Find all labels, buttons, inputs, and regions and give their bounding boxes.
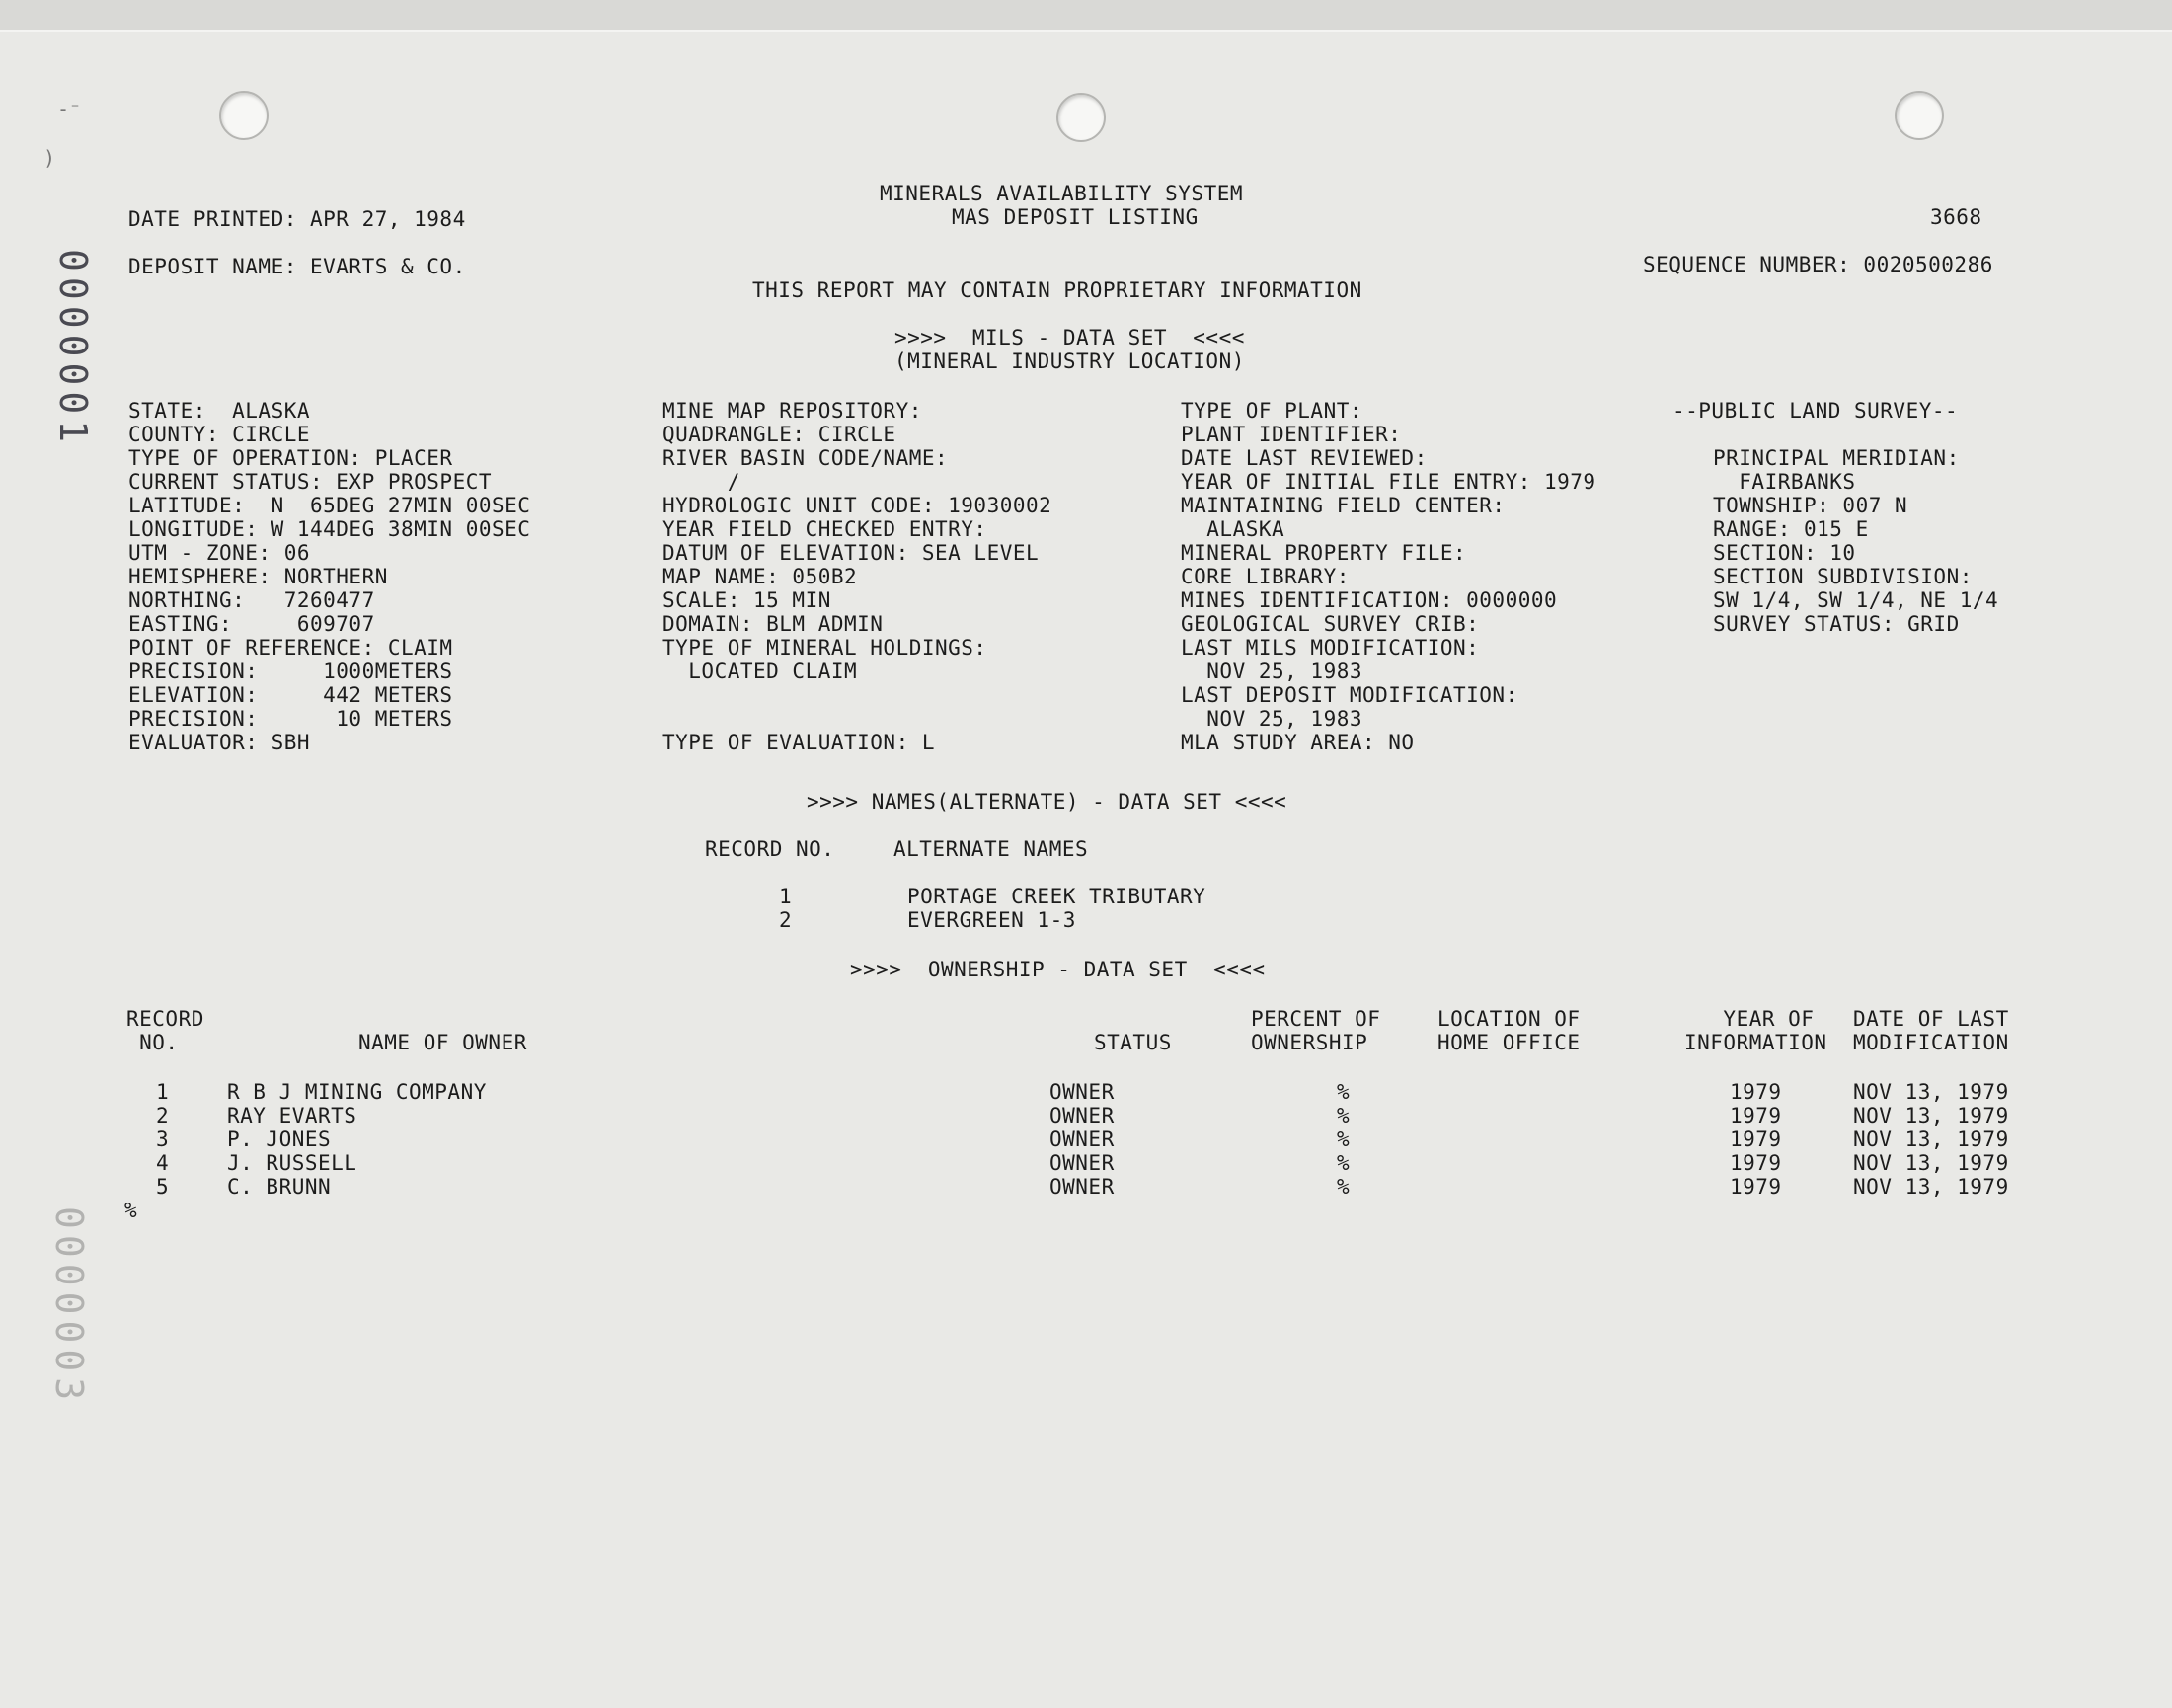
names-header-record: RECORD NO. — [705, 837, 835, 861]
owner-date: NOV 13, 1979 — [1853, 1080, 2009, 1104]
owner-date: NOV 13, 1979 — [1853, 1175, 2009, 1199]
field-line — [662, 683, 1156, 707]
field-line: CURRENT STATUS: EXP PROSPECT — [128, 470, 493, 494]
field-line: ALASKA — [1181, 517, 1285, 541]
field-line: PRECISION: 10 METERS — [128, 707, 453, 731]
owner-percent: % — [1337, 1151, 1351, 1175]
field-line: COUNTY: CIRCLE — [128, 423, 311, 446]
owner-name: C. BRUNN — [227, 1175, 332, 1199]
field-line: PLANT IDENTIFIER: — [1181, 423, 1402, 446]
side-stamp-bottom: 0000003 — [47, 1206, 91, 1407]
ownership-header-percent: PERCENT OF OWNERSHIP — [1251, 1007, 1381, 1054]
owner-percent: % — [1337, 1104, 1351, 1127]
owner-percent: % — [1337, 1127, 1351, 1151]
mils-subtitle: (MINERAL INDUSTRY LOCATION) — [894, 349, 1245, 373]
field-line: TYPE OF PLANT: — [1181, 399, 1363, 423]
field-line: PRECISION: 1000METERS — [128, 660, 453, 683]
owner-status: OWNER — [1049, 1080, 1115, 1104]
field-line: MLA STUDY AREA: NO — [1181, 731, 1415, 754]
field-line: DATUM OF ELEVATION: SEA LEVEL — [662, 541, 1040, 565]
field-line: YEAR OF INITIAL FILE ENTRY: 1979 — [1181, 470, 1596, 494]
public-land-survey-title: --PUBLIC LAND SURVEY-- — [1672, 399, 1959, 423]
owner-year: 1979 — [1730, 1175, 1782, 1199]
owner-year: 1979 — [1730, 1127, 1782, 1151]
field-line: GEOLOGICAL SURVEY CRIB: — [1181, 612, 1480, 636]
field-line: LONGITUDE: W 144DEG 38MIN 00SEC — [128, 517, 531, 541]
binder-hole-left — [219, 91, 269, 140]
field-line: TYPE OF MINERAL HOLDINGS: — [662, 636, 987, 660]
field-line: CORE LIBRARY: — [1181, 565, 1350, 588]
field-line: RIVER BASIN CODE/NAME: — [662, 446, 949, 470]
field-line: PRINCIPAL MERIDIAN: — [1713, 446, 1960, 470]
ownership-title: >>>> OWNERSHIP - DATA SET <<<< — [850, 958, 1266, 981]
owner-status: OWNER — [1049, 1175, 1115, 1199]
binder-hole-right — [1895, 91, 1944, 140]
owner-percent: % — [1337, 1080, 1351, 1104]
proprietary-notice: THIS REPORT MAY CONTAIN PROPRIETARY INFORMATION — [752, 278, 1362, 302]
ownership-header-location: LOCATION OF HOME OFFICE — [1437, 1007, 1581, 1054]
margin-mark-icon: ) — [43, 146, 56, 170]
field-line: SECTION SUBDIVISION: — [1713, 565, 1973, 588]
field-line: SCALE: 15 MIN — [662, 588, 831, 612]
ownership-header-name: NAME OF OWNER — [358, 1031, 527, 1054]
field-line: EASTING: 609707 — [128, 612, 375, 636]
field-line: UTM - ZONE: 06 — [128, 541, 311, 565]
names-header-alternate: ALTERNATE NAMES — [893, 837, 1089, 861]
owner-percent: % — [1337, 1175, 1351, 1199]
owner-year: 1979 — [1730, 1080, 1782, 1104]
binder-hole-center — [1056, 93, 1106, 142]
owner-status: OWNER — [1049, 1104, 1115, 1127]
owner-status: OWNER — [1049, 1151, 1115, 1175]
ownership-header-year: YEAR OF INFORMATION — [1684, 1007, 1827, 1054]
field-line: / — [662, 470, 740, 494]
owner-year: 1979 — [1730, 1104, 1782, 1127]
mils-column-4 — [1713, 446, 2088, 636]
date-printed: DATE PRINTED: APR 27, 1984 — [128, 207, 466, 231]
printout-sheet — [0, 30, 2172, 1708]
owner-date: NOV 13, 1979 — [1853, 1104, 2009, 1127]
side-stamp-top: 0000001 — [51, 249, 95, 449]
field-line: MINES IDENTIFICATION: 0000000 — [1181, 588, 1558, 612]
owner-name: J. RUSSELL — [227, 1151, 357, 1175]
field-line: NOV 25, 1983 — [1181, 660, 1363, 683]
field-line: NORTHING: 7260477 — [128, 588, 375, 612]
margin-mark-icon: -⁻ — [57, 97, 82, 120]
field-line: STATE: ALASKA — [128, 399, 311, 423]
names-row-1-name: PORTAGE CREEK TRIBUTARY — [907, 885, 1206, 908]
field-line: TOWNSHIP: 007 N — [1713, 494, 1908, 517]
owner-date: NOV 13, 1979 — [1853, 1127, 2009, 1151]
ownership-trailer: % — [124, 1199, 138, 1222]
owner-record-no: 1 — [156, 1080, 170, 1104]
names-row-2-no: 2 — [779, 908, 793, 932]
mils-title: >>>> MILS - DATA SET <<<< — [894, 326, 1245, 349]
field-line: SW 1/4, SW 1/4, NE 1/4 — [1713, 588, 1999, 612]
field-line: MINERAL PROPERTY FILE: — [1181, 541, 1467, 565]
field-line: RANGE: 015 E — [1713, 517, 1869, 541]
mils-column-3 — [1181, 399, 1694, 754]
field-line: YEAR FIELD CHECKED ENTRY: — [662, 517, 987, 541]
listing-title: MAS DEPOSIT LISTING — [952, 205, 1199, 229]
owner-year: 1979 — [1730, 1151, 1782, 1175]
system-title: MINERALS AVAILABILITY SYSTEM — [880, 182, 1244, 205]
owner-record-no: 3 — [156, 1127, 170, 1151]
field-line: TYPE OF EVALUATION: L — [662, 731, 936, 754]
field-line: DOMAIN: BLM ADMIN — [662, 612, 884, 636]
field-line: FAIRBANKS — [1713, 470, 1856, 494]
deposit-name: DEPOSIT NAME: EVARTS & CO. — [128, 255, 466, 278]
field-line: QUADRANGLE: CIRCLE — [662, 423, 896, 446]
owner-record-no: 2 — [156, 1104, 170, 1127]
mils-column-1 — [128, 399, 642, 754]
field-line: MINE MAP REPOSITORY: — [662, 399, 922, 423]
mils-column-2 — [662, 399, 1156, 754]
field-line: SURVEY STATUS: GRID — [1713, 612, 1960, 636]
field-line: SECTION: 10 — [1713, 541, 1856, 565]
field-line: TYPE OF OPERATION: PLACER — [128, 446, 453, 470]
field-line: MAINTAINING FIELD CENTER: — [1181, 494, 1506, 517]
field-line: MAP NAME: 050B2 — [662, 565, 858, 588]
page-number: 3668 — [1930, 205, 1982, 229]
field-line: NOV 25, 1983 — [1181, 707, 1363, 731]
field-line: ELEVATION: 442 METERS — [128, 683, 453, 707]
ownership-header-date: DATE OF LAST MODIFICATION — [1853, 1007, 2009, 1054]
field-line: LATITUDE: N 65DEG 27MIN 00SEC — [128, 494, 531, 517]
field-line: HEMISPHERE: NORTHERN — [128, 565, 388, 588]
field-line: DATE LAST REVIEWED: — [1181, 446, 1428, 470]
owner-record-no: 4 — [156, 1151, 170, 1175]
names-title: >>>> NAMES(ALTERNATE) - DATA SET <<<< — [807, 790, 1287, 814]
owner-status: OWNER — [1049, 1127, 1115, 1151]
field-line: EVALUATOR: SBH — [128, 731, 311, 754]
owner-record-no: 5 — [156, 1175, 170, 1199]
owner-name: R B J MINING COMPANY — [227, 1080, 487, 1104]
ownership-header-record: RECORD NO. — [126, 1007, 204, 1054]
field-line: LOCATED CLAIM — [662, 660, 858, 683]
names-row-1-no: 1 — [779, 885, 793, 908]
owner-name: P. JONES — [227, 1127, 332, 1151]
ownership-header-status: STATUS — [1094, 1031, 1172, 1054]
field-line — [662, 707, 1156, 731]
owner-date: NOV 13, 1979 — [1853, 1151, 2009, 1175]
field-line: LAST DEPOSIT MODIFICATION: — [1181, 683, 1518, 707]
owner-name: RAY EVARTS — [227, 1104, 357, 1127]
field-line: POINT OF REFERENCE: CLAIM — [128, 636, 453, 660]
field-line: HYDROLOGIC UNIT CODE: 19030002 — [662, 494, 1052, 517]
names-row-2-name: EVERGREEN 1-3 — [907, 908, 1076, 932]
sequence-number: SEQUENCE NUMBER: 0020500286 — [1643, 253, 1993, 276]
field-line: LAST MILS MODIFICATION: — [1181, 636, 1480, 660]
